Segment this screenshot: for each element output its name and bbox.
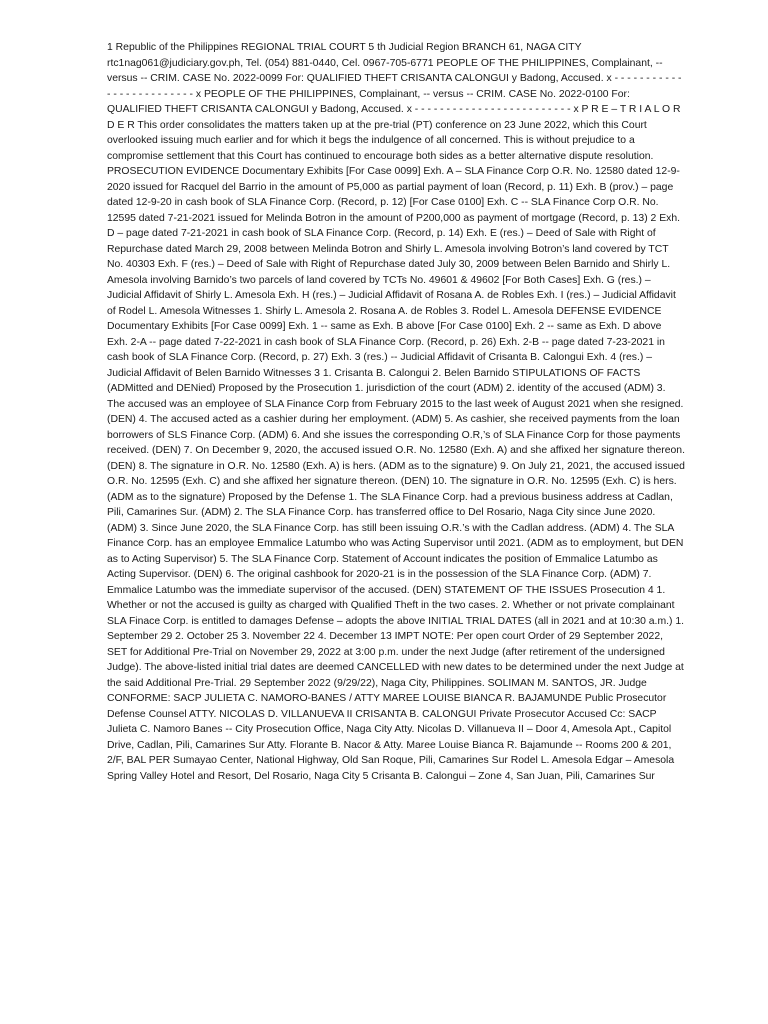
pre-trial-order-text: 1 Republic of the Philippines REGIONAL TRIAL COURT 5 th Judicial Region BRANCH 61, NAGA CITY rtc1nag061@judiciary.gov.ph, Tel. (054) 881-0440, Cel. 0967-705-6771 PEOPLE OF THE PHILIPPINES, Complainant, -- versus -- CRIM. CASE No. 2022-0099 For: QUALIFIED THEFT CRISANTA CALONGUI y Badong, Accused. x - - - - - - - - - - - - - - - - - - - - - - - - - x PEOPLE OF THE PHILIPPINES, Complainant, -- versus -- CRIM. CASE No. 2022-0100 For: QUALIFIED THEFT CRISANTA CALONGUI y Badong, Accused. x - - - - - - - - - - - - - - - - - - - - - - - - - x P R E – T R I A L O R D E R This order consolidates the matters taken up at the pre-trial (PT) conference on 23 June 2022, which this Court overlooked issuing much earlier and for which it begs the indulgence of all concerned. This is without prejudice to a compromise settlement that this Court has continued to encourage both sides as a better alternative dispute resolution. PROSECUTION EVIDENCE Documentary Exhibits [For Case 0099] Exh. A – SLA Finance Corp O.R. No. 12580 dated 12-9-2020 issued for Racquel del Barrio in the amount of P5,000 as partial payment of loan (Record, p. 11) Exh. B (prov.) – page dated 12-9-20 in cash book of SLA Finance Corp. (Record, p. 12) [For Case 0100] Exh. C -- SLA Finance Corp O.R. No. 12595 dated 7-21-2021 issued for Melinda Botron in the amount of P200,000 as payment of mortgage (Record, p. 13) 2 Exh. D – page dated 7-21-2021 in cash book of SLA Finance Corp. (Record, p. 14) Exh. E (res.) – Deed of Sale with Right of Repurchase dated March 29, 2008 between Melinda Botron and Shirly L. Amesola involving Botron’s land covered by TCT No. 40303 Exh. F (res.) – Deed of Sale with Right of Repurchase dated July 30, 2009 between Belen Barnido and Shirly L. Amesola involving Barnido’s two parcels of land covered by TCTs No. 49601 & 49602 [For Both Cases] Exh. G (res.) – Judicial Affidavit of Shirly L. Amesola Exh. H (res.) – Judicial Affidavit of Rosana A. de Robles Exh. I (res.) – Judicial Affidavit of Rodel L. Amesola Witnesses 1. Shirly L. Amesola 2. Rosana A. de Robles 3. Rodel L. Amesola DEFENSE EVIDENCE Documentary Exhibits [For Case 0099] Exh. 1 -- same as Exh. B above [For Case 0100] Exh. 2 -- same as Exh. D above Exh. 2-A -- page dated 7-22-2021 in cash book of SLA Finance Corp. (Record, p. 26) Exh. 2-B -- page dated 7-23-2021 in cash book of SLA Finance Corp. (Record, p. 27) Exh. 3 (res.) -- Judicial Affidavit of Crisanta B. Calongui Exh. 4 (res.) – Judicial Affidavit of Belen Barnido Witnesses 3 1. Crisanta B. Calongui 2. Belen Barnido STIPULATIONS OF FACTS (ADMitted and DENied) Proposed by the Prosecution 1. jurisdiction of the court (ADM) 2. identity of the accused (ADM) 3. The accused was an employee of SLA Finance Corp from February 2015 to the last week of August 2021 when she resigned. (DEN) 4. The accused acted as a cashier during her employment. (ADM) 5. As cashier, she received payments from the loan borrowers of SLS Finance Corp. (ADM) 6. And she issues the corresponding O.R,’s of SLA Finance Corp for those payments received. (DEN) 7. On December 9, 2020, the accused issued O.R. No. 12580 (Exh. A) and she affixed her signature thereon. (DEN) 8. The signature in O.R. No. 12580 (Exh. A) is hers. (ADM as to the signature) 9. On July 21, 2021, the accused issued O.R. No. 12595 (Exh. C) and she affixed her signature thereon. (DEN) 10. The signature in O.R. No. 12595 (Exh. C) is hers. (ADM as to the signature) Proposed by the Defense 1. The SLA Finance Corp. had a previous business address at Cadlan, Pili, Camarines Sur. (ADM) 2. The SLA Finance Corp. has transferred office to Del Rosario, Naga City since June 2020. (ADM) 3. Since June 2020, the SLA Finance Corp. has still been issuing O.R.’s with the Cadlan address. (ADM) 4. The SLA Finance Corp. has an employee Emmalice Latumbo who was Acting Supervisor until 2021. (ADM as to employment, but DEN as to Acting Supervisor) 5. The SLA Finance Corp. Statement of Account indicates the position of Emmalice Latumbo as Acting Supervisor. (DEN) 6. The original cashbook for 2020-21 is in the possession of the SLA Finance Corp. (ADM) 7. Emmalice Latumbo was the immediate supervisor of the accused. (DEN) STATEMENT OF THE ISSUES Prosecution 4 1. Whether or not the accused is guilty as charged with Qualified Theft in the two cases. 2. Whether or not private complainant SLA Finace Corp. is entitled to damages Defense – adopts the above INITIAL TRIAL DATES (all in 2021 and at 10:30 a.m.) 1. September 29 2. October 25 3. November 22 4. December 13 IMPT NOTE: Per open court Order of 29 September 2022, SET for Additional Pre-Trial on November 29, 2022 at 3:00 p.m. under the next Judge (after retirement of the undersigned Judge). The above-listed initial trial dates are deemed CANCELLED with new dates to be determined under the next Judge at the said Additional Pre-Trial. 29 September 2022 (9/29/22), Naga City, Philippines. SOLIMAN M. SANTOS, JR. Judge CONFORME: SACP JULIETA C. NAMORO-BANES / ATTY MAREE LOUISE BIANCA R. BAJAMUNDE Public Prosecutor Defense Counsel ATTY. NICOLAS D. VILLANUEVA II CRISANTA B. CALONGUI Private Prosecutor Accused Cc: SACP Julieta C. Namoro Banes -- City Prosecution Office, Naga City Atty. Nicolas D. Villanueva II – Door 4, Amesola Apt., Capitol Drive, Cadlan, Pili, Camarines Sur Atty. Florante B. Nacor & Atty. Maree Louise Bianca R. Bajamunde -- Rooms 200 & 201, 2/F, BAL PER Sumayao Center, National Highway, Old San Roque, Pili, Camarines Sur Rodel L. Amesola Edgar – Amesola Spring Valley Hotel and Resort, Del Rosario, Naga City 5 Crisanta B. Calongui – Zone 4, San Juan, Pili, Camarines Sur [107,42,685,782]
